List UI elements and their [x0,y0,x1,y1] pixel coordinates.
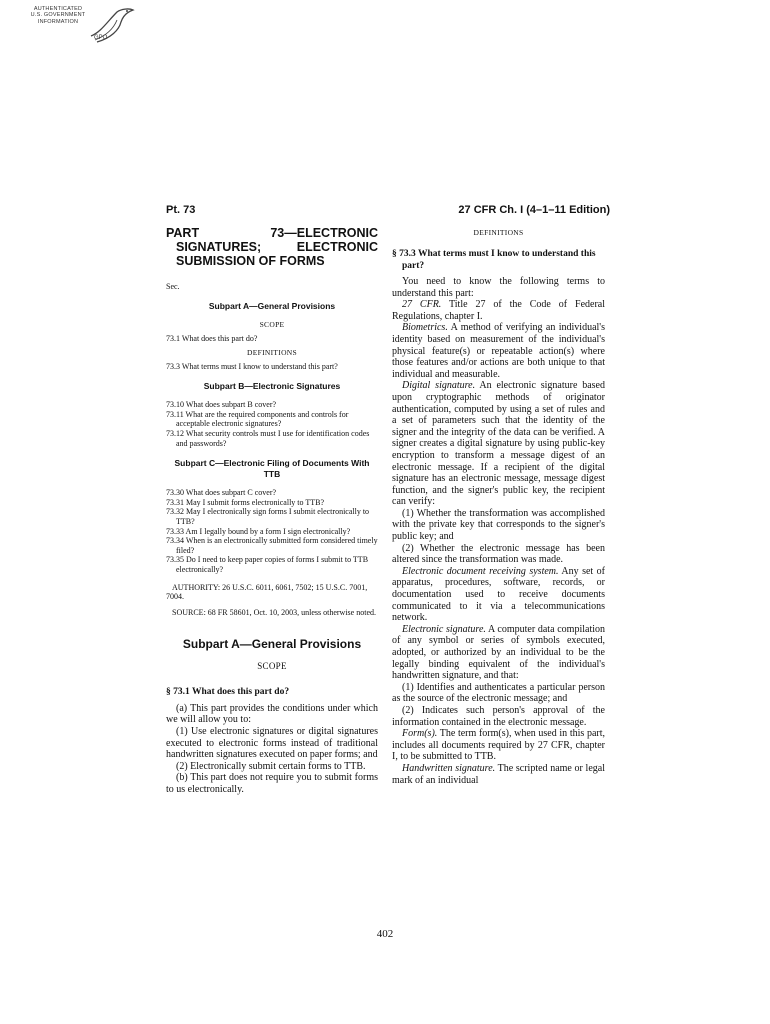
toc-entry-73-10: 73.10 What does subpart B cover? [166,400,277,410]
toc-entry-73-35: 73.35 Do I need to keep paper copies of forms I submit to TTB electronically? [166,555,369,574]
toc-entry-73-3: 73.3 What terms must I know to understand this part? [166,361,338,371]
term-forms: Form(s). [402,728,438,740]
term-edrs: Electronic document receiving system. [402,565,559,577]
def-electronic-document-receiving-system [392,566,605,624]
subpart-a-heading: Subpart A—General Provisions [182,637,362,652]
part-title: PART 73—ELECTRONIC SIGNATURES; ELECTRONIC SUBMISSION OF FORMS [166,226,378,268]
toc-entry-73-12: 73.12 What security controls must I use for identification codes and passwords? [166,428,370,448]
authority-note: AUTHORITY: 26 U.S.C. 6011, 6061, 7502; 15 U.S.C. 7001, 7004. [166,582,368,602]
toc-entry-73-11: 73.11 What are the required components and controls for acceptable electronic signatures? [166,409,349,429]
term-handwritten-signature: Handwritten signature. [402,762,496,774]
definitions-intro: You need to know the following terms to understand this part: [392,276,605,299]
left-column [166,226,378,796]
page-number: 402 [376,928,394,940]
toc-definitions: DEFINITIONS [247,347,297,357]
sec-label: Sec. [166,282,180,291]
term-biometrics: Biometrics. [402,322,448,334]
toc-entry-73-30: 73.30 What does subpart C cover? [166,488,277,498]
section-73-1-title: § 73.1 What does this part do? [166,687,290,698]
section-73-1-a-1: (1) Use electronic signatures or digital signatures executed to electronic forms instead of traditional handwritten signatures executed on paper forms; and [166,725,378,761]
source-note: SOURCE: 68 FR 58601, Oct. 10, 2003, unless otherwise noted. [172,607,376,617]
toc-scope: SCOPE [259,320,285,329]
logo-line-1: AUTHENTICATED [33,6,83,12]
toc-entry-73-32: 73.32 May I electronically sign forms I submit electronically to TTB? [166,507,370,526]
def-27-cfr [392,299,605,322]
def-biometrics [392,322,605,380]
term-electronic-signature: Electronic signature. [402,623,486,635]
electronic-signature-item-1: (1) Identifies and authenticates a particular person as the source of the electronic message; and [392,681,605,705]
toc-entry-73-31: 73.31 May I submit forms electronically to TTB? [166,497,325,507]
toc-subpart-c: Subpart C—Electronic Filing of Documents With TTB [174,458,370,480]
toc-entry-73-34: 73.34 When is an electronically submitted form considered timely filed? [166,536,378,555]
definition-biometrics: A method of verifying an individual's identity based on measurement of the individual's physical feature(s) or repeatable action(s) where those features and/or actions are both unique to that individual and measurable. [392,322,605,380]
digital-signature-item-1: (1) Whether the transformation was accomplished with the private key that corresponds to the signer's public key; and [392,507,605,543]
right-column [392,226,605,786]
term-27-cfr: 27 CFR. [402,299,442,311]
toc-subpart-a: Subpart A—General Provisions [208,301,336,311]
definition-electronic-signature: A computer data compilation of any symbol or series of symbols executed, adopted, or authorized by an individual to be the legally binding equivalent of the individual's handwritten signature, and that: [392,623,605,682]
definition-edrs: Any set of apparatus, procedures, software, records, or documentation used to receive documents communicated to it via a telecommunications network. [392,565,605,624]
definition-digital-signature: An electronic signature based upon cryptographic methods of originator authentication, computed by using a set of rules and a set of parameters such that the identity of the signer and the integrity of the data can be verified. A signer creates a digital signature by using public-key encryption to transform a message digest of an electronic message. If a recipient of the digital signature has an electronic message, message digest function, and the signer's public key, the recipient can verify: [392,380,605,508]
running-header-edition: 27 CFR Ch. I (4–1–11 Edition) [458,204,610,216]
logo-line-2: U.S. GOVERNMENT [30,12,86,19]
scope-heading: SCOPE [257,661,287,672]
def-electronic-signature [392,624,605,682]
toc-subpart-b: Subpart B—Electronic Signatures [203,381,341,392]
definition-forms: The term form(s), when used in this part, includes all documents required by 27 CFR, chapter I, to be submitted to TTB. [392,728,605,763]
logo-line-3: INFORMATION [37,18,79,25]
digital-signature-item-2: (2) Whether the electronic message has been altered since the transformation was made. [392,542,605,566]
gpo-authentication-logo [27,6,147,50]
def-handwritten-signature [392,763,605,786]
toc-entry-73-33: 73.33 Am I legally bound by a form I sign electronically? [166,526,351,536]
definitions-heading: DEFINITIONS [473,228,524,237]
logo-text [27,6,89,25]
section-73-3-title: § 73.3 What terms must I know to understand this part? [392,249,596,271]
def-digital-signature [392,380,605,508]
running-header-part: Pt. 73 [166,204,196,216]
term-digital-signature: Digital signature. [402,380,476,392]
def-forms [392,728,605,763]
section-73-1-a-2: (2) Electronically submit certain forms to TTB. [176,760,366,772]
section-73-1-b: (b) This part does not require you to submit forms to us electronically. [166,772,378,795]
logo-gpo: GPO [94,35,108,41]
definition-handwritten-signature: The scripted name or legal mark of an individual [392,762,605,786]
toc-entry-73-1: 73.1 What does this part do? [166,334,258,343]
section-73-1-a: (a) This part provides the conditions under which we will allow you to: [166,702,378,726]
definition-27-cfr: Title 27 of the Code of Federal Regulations, chapter I. [392,299,605,322]
electronic-signature-item-2: (2) Indicates such person's approval of the information contained in the electronic message. [392,704,605,728]
